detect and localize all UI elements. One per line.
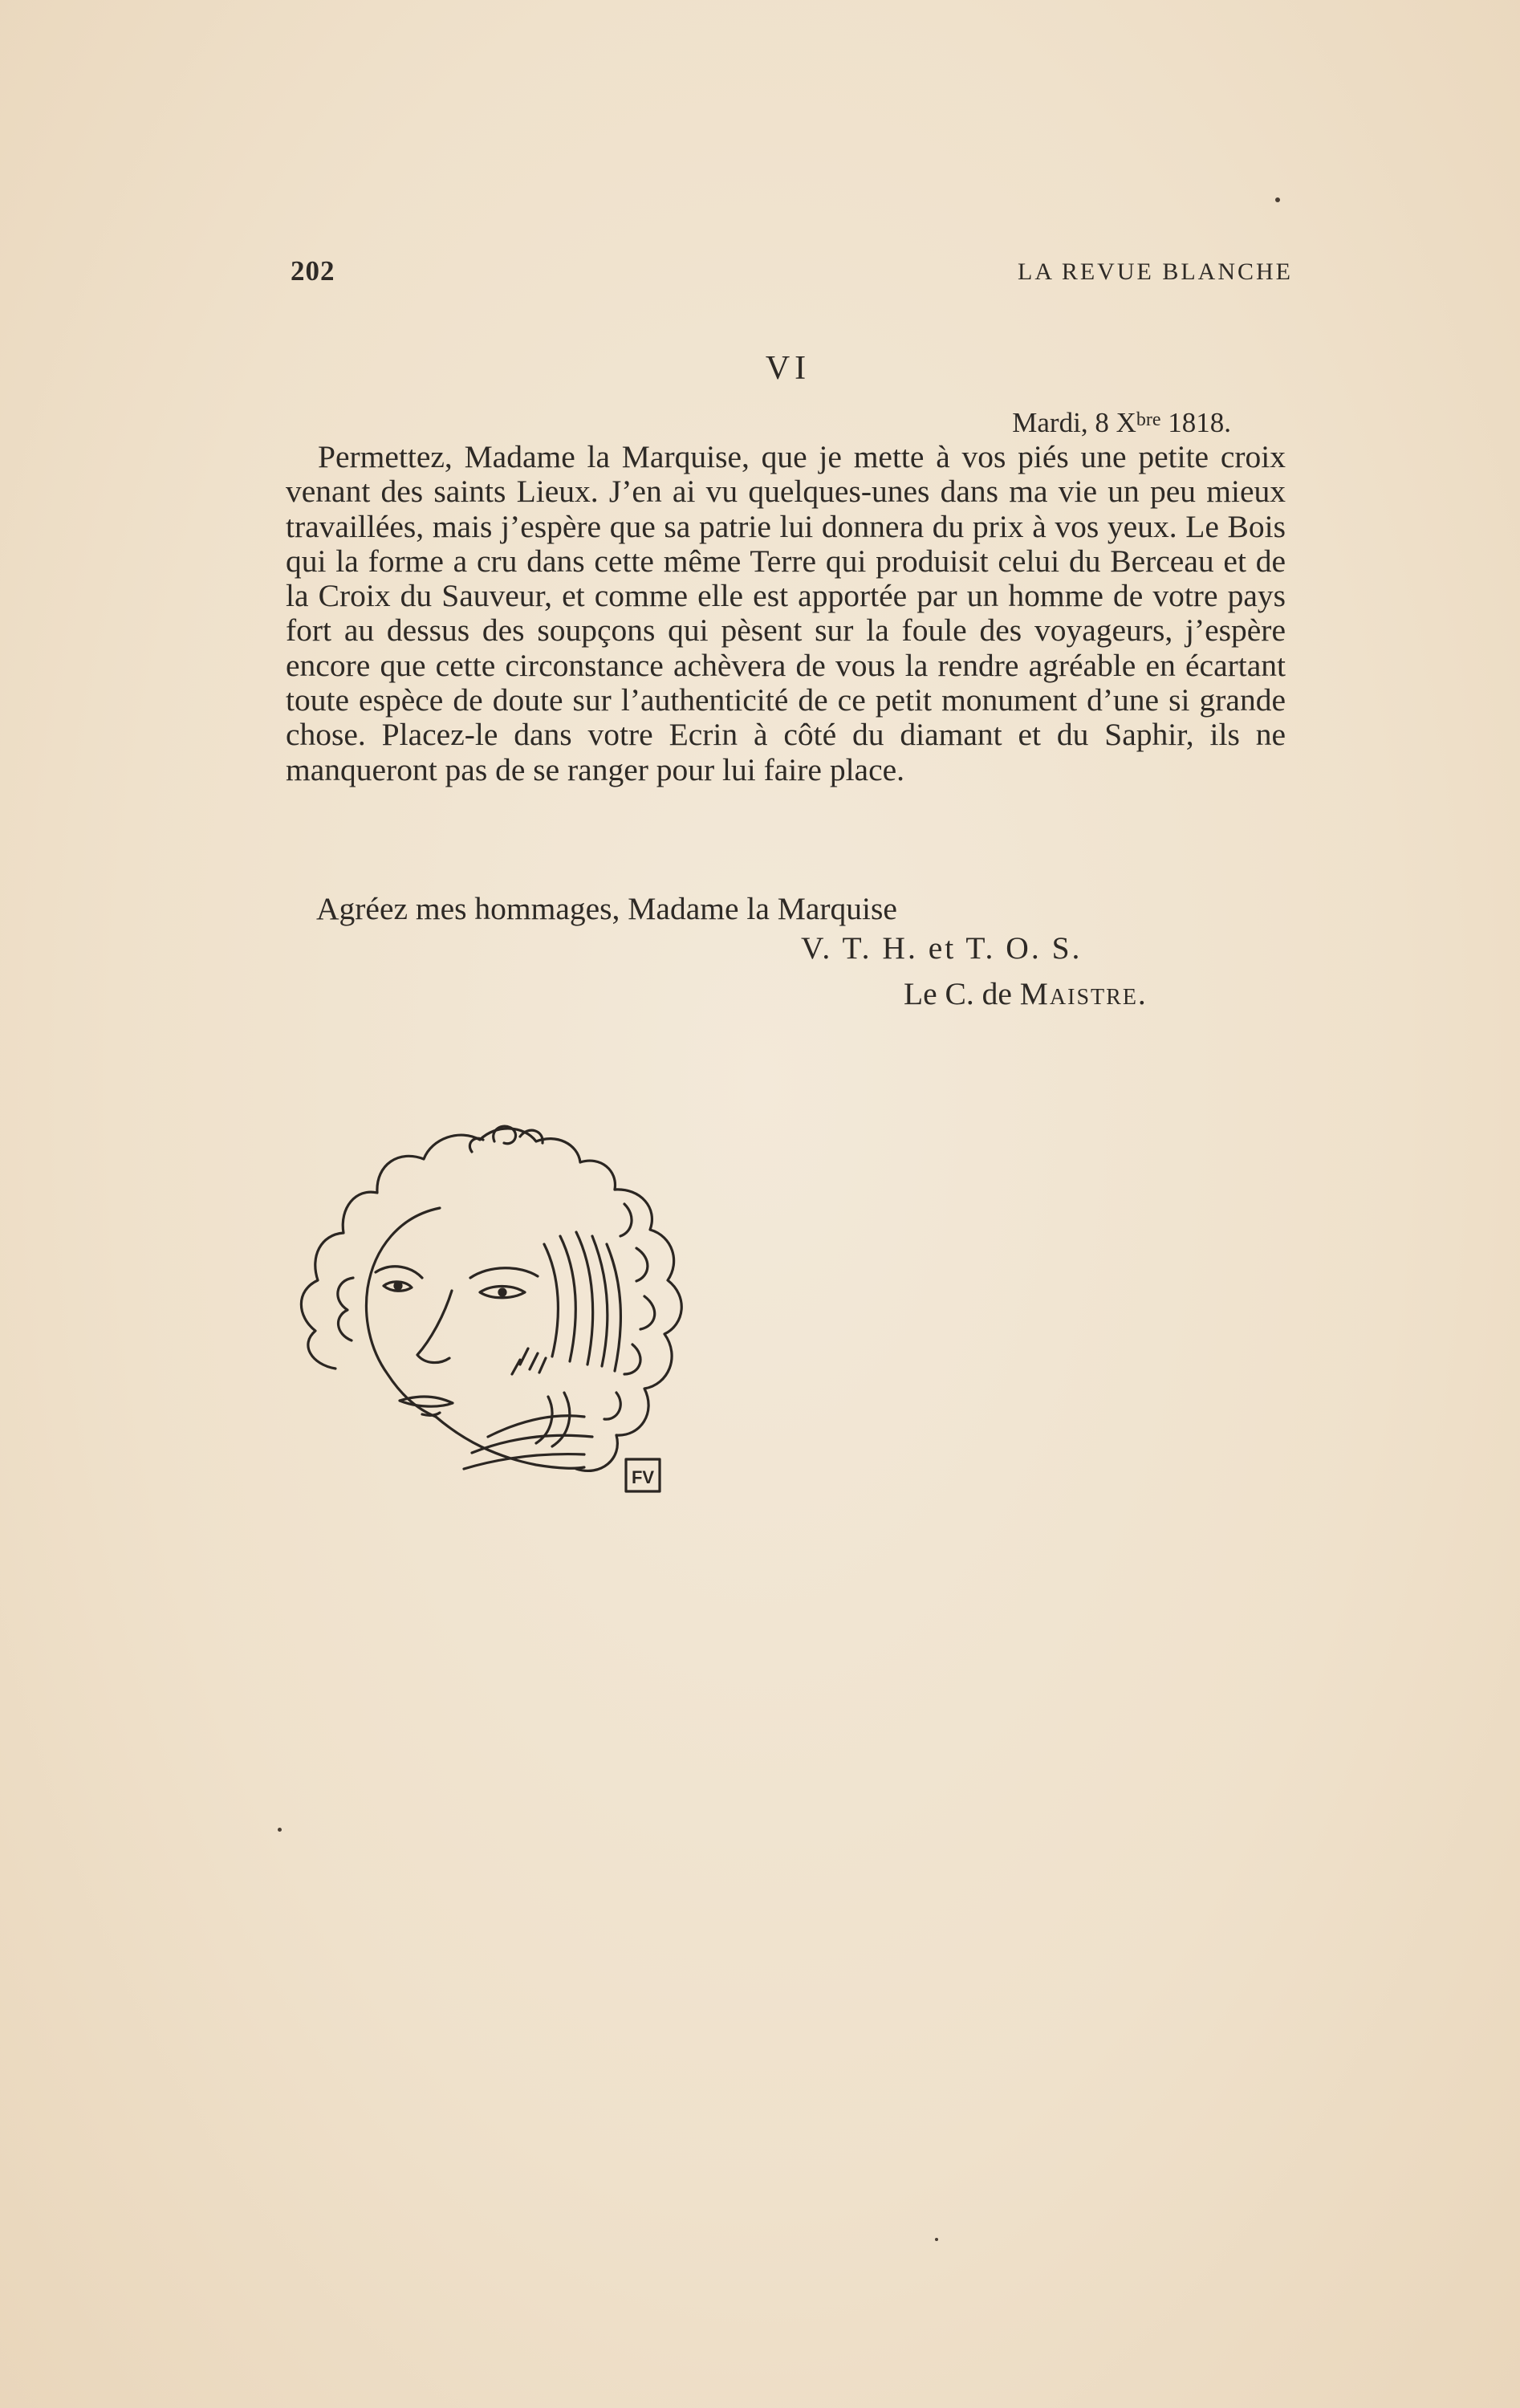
letter-body: Permettez, Madame la Marquise, que je mette à vos piés une petite croix venant des saints Lieux. J’en ai vu quelques-unes dans ma vie un peu mieux travaillées, mais j’espère que sa patrie lui donnera du prix à vos yeux. Le Bois qui la forme a cru dans cette même Terre qui produisit celui du Berceau et de la Croix du Sauveur, et comme elle est apportée par un homme de votre pays fort au dessus des soupçons qui pèsent sur la foule des voyageurs, j’espère encore que cette circonstance achèvera de vous la rendre agréable en écartant toute espèce de doute sur l’authenticité de ce petit monument d’une si grande chose. Placez-le dans votre Ecrin à côté du diamant et du Saphir, ils ne manqueront pas de se ranger pour lui faire place.: [286, 439, 1286, 787]
portrait-illustration: [279, 1076, 817, 1621]
illustration-monogram: FV: [631, 1467, 655, 1487]
letter-date: [1012, 407, 1231, 439]
running-title: LA REVUE BLANCHE: [1018, 258, 1293, 285]
letter-closing: Agréez mes hommages, Madame la Marquise: [316, 891, 897, 926]
section-numeral: VI: [765, 350, 811, 387]
date-superscript: bre: [1136, 409, 1161, 430]
letter-signature: [904, 975, 1148, 1012]
signature-prefix: Le C. de: [904, 976, 1020, 1011]
date-prefix: Mardi, 8 X: [1012, 407, 1136, 438]
signature-name: Maistre.: [1019, 976, 1148, 1011]
letter-initials: V. T. H. et T. O. S.: [801, 930, 1083, 966]
page-number: 202: [291, 255, 335, 287]
date-year: 1818.: [1160, 407, 1231, 438]
